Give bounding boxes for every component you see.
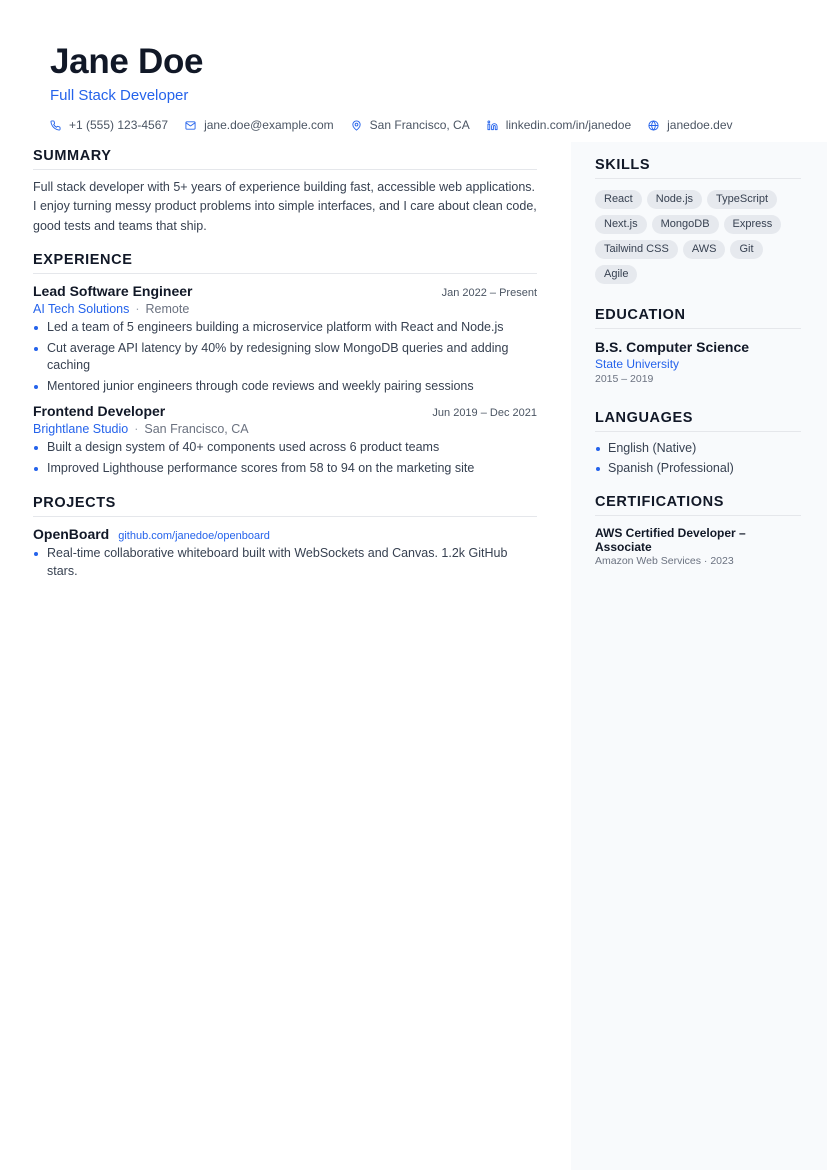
contact-linkedin-text: linkedin.com/in/janedoe <box>505 118 632 132</box>
project-bullets <box>33 545 537 580</box>
job-bullet: Improved Lighthouse performance scores from 58 to 94 on the marketing site <box>33 460 537 478</box>
education-heading: EDUCATION <box>595 307 801 329</box>
sidebar <box>571 142 827 1170</box>
job-company: Brightlane Studio <box>33 421 129 436</box>
job-bullet: Led a team of 5 engineers building a microservice platform with React and Node.js <box>33 319 537 337</box>
job-bullet: Built a design system of 40+ components used across 6 product teams <box>33 439 537 457</box>
languages-section <box>595 410 801 477</box>
job-entry: Frontend Developer Jun 2019 – Dec 2021 Brightlane Studio · San Francisco, CA Built a design system of 40+ components used across 6 product teams Improved Lighthouse performance scores from 58 to 94 on the marketing site <box>33 403 537 478</box>
job-dates: Jun 2019 – Dec 2021 <box>432 406 537 419</box>
candidate-title: Full Stack Developer <box>50 87 189 104</box>
contact-location <box>351 118 470 132</box>
main-column <box>33 142 537 584</box>
skill-chip: Next.js <box>595 215 647 234</box>
language-item: Spanish (Professional) <box>595 460 801 477</box>
skills-section <box>595 142 801 290</box>
skill-chip: Node.js <box>647 190 702 209</box>
education-degree: B.S. Computer Science <box>595 339 750 355</box>
contact-website[interactable] <box>648 118 732 132</box>
skills-heading: SKILLS <box>595 157 801 179</box>
certifications-heading: CERTIFICATIONS <box>595 494 801 516</box>
job-role: Lead Software Engineer <box>33 282 193 299</box>
experience-section <box>33 252 537 478</box>
education-years: 2015 – 2019 <box>595 373 654 385</box>
contact-phone[interactable] <box>50 118 168 132</box>
job-entry: Lead Software Engineer Jan 2022 – Present AI Tech Solutions · Remote Led a team of 5 engineers building a microservice platform with React and Node.js Cut average API latency by 40% by redesigning slow MongoDB queries and adding caching Mentored junior engineers through code reviews and weekly pairing sessions <box>33 283 537 396</box>
projects-heading: PROJECTS <box>33 495 537 517</box>
project-bullet: Real-time collaborative whiteboard built with WebSockets and Canvas. 1.2k GitHub stars. <box>33 545 537 580</box>
contact-email[interactable] <box>185 118 334 132</box>
contact-email-text: jane.doe@example.com <box>204 118 334 132</box>
skill-chip: TypeScript <box>707 190 777 209</box>
linkedin-icon <box>487 120 506 131</box>
languages-heading: LANGUAGES <box>595 410 801 432</box>
job-bullets <box>33 319 537 396</box>
contact-website-text: janedoe.dev <box>667 118 733 132</box>
contact-bar <box>50 118 787 132</box>
globe-icon <box>648 120 667 131</box>
education-section <box>595 307 801 385</box>
projects-section <box>33 495 537 580</box>
skill-chip: Agile <box>595 265 637 284</box>
map-pin-icon <box>351 120 370 131</box>
certifications-section <box>595 494 801 567</box>
job-bullet: Mentored junior engineers through code reviews and weekly pairing sessions <box>33 378 537 396</box>
job-role: Frontend Developer <box>33 402 166 419</box>
summary-section <box>33 142 537 236</box>
skills-list <box>595 190 801 290</box>
job-location: Remote <box>145 301 190 316</box>
experience-heading: EXPERIENCE <box>33 252 537 274</box>
job-bullets <box>33 439 537 478</box>
job-bullet: Cut average API latency by 40% by redesigning slow MongoDB queries and adding caching <box>33 340 537 375</box>
job-location: San Francisco, CA <box>144 421 249 436</box>
languages-list <box>595 440 801 477</box>
summary-heading: SUMMARY <box>33 148 537 170</box>
skill-chip: React <box>595 190 642 209</box>
contact-location-text: San Francisco, CA <box>369 118 470 132</box>
contact-linkedin[interactable] <box>487 118 631 132</box>
skill-chip: Express <box>724 215 782 234</box>
candidate-name: Jane Doe <box>50 42 204 81</box>
certification-name: AWS Certified Developer – Associate <box>595 526 746 554</box>
education-school: State University <box>595 357 680 371</box>
certification-meta: Amazon Web Services · 2023 <box>595 555 734 567</box>
summary-text: Full stack developer with 5+ years of experience building fast, accessible web applications. I enjoy turning messy product problems into simple interfaces, and I care about clean code, good tests and teams that ship. <box>33 180 537 233</box>
job-dates: Jan 2022 – Present <box>441 286 537 299</box>
skill-chip: Git <box>730 240 762 259</box>
skill-chip: Tailwind CSS <box>595 240 678 259</box>
language-item: English (Native) <box>595 440 801 457</box>
mail-icon <box>185 120 204 131</box>
skill-chip: AWS <box>683 240 726 259</box>
job-company: AI Tech Solutions <box>33 301 130 316</box>
project-entry <box>33 526 537 580</box>
skill-chip: MongoDB <box>652 215 719 234</box>
project-link[interactable]: github.com/janedoe/openboard <box>118 530 270 543</box>
resume-header <box>50 40 787 132</box>
contact-phone-text: +1 (555) 123-4567 <box>69 118 169 132</box>
phone-icon <box>50 120 69 131</box>
project-name: OpenBoard <box>33 526 110 543</box>
